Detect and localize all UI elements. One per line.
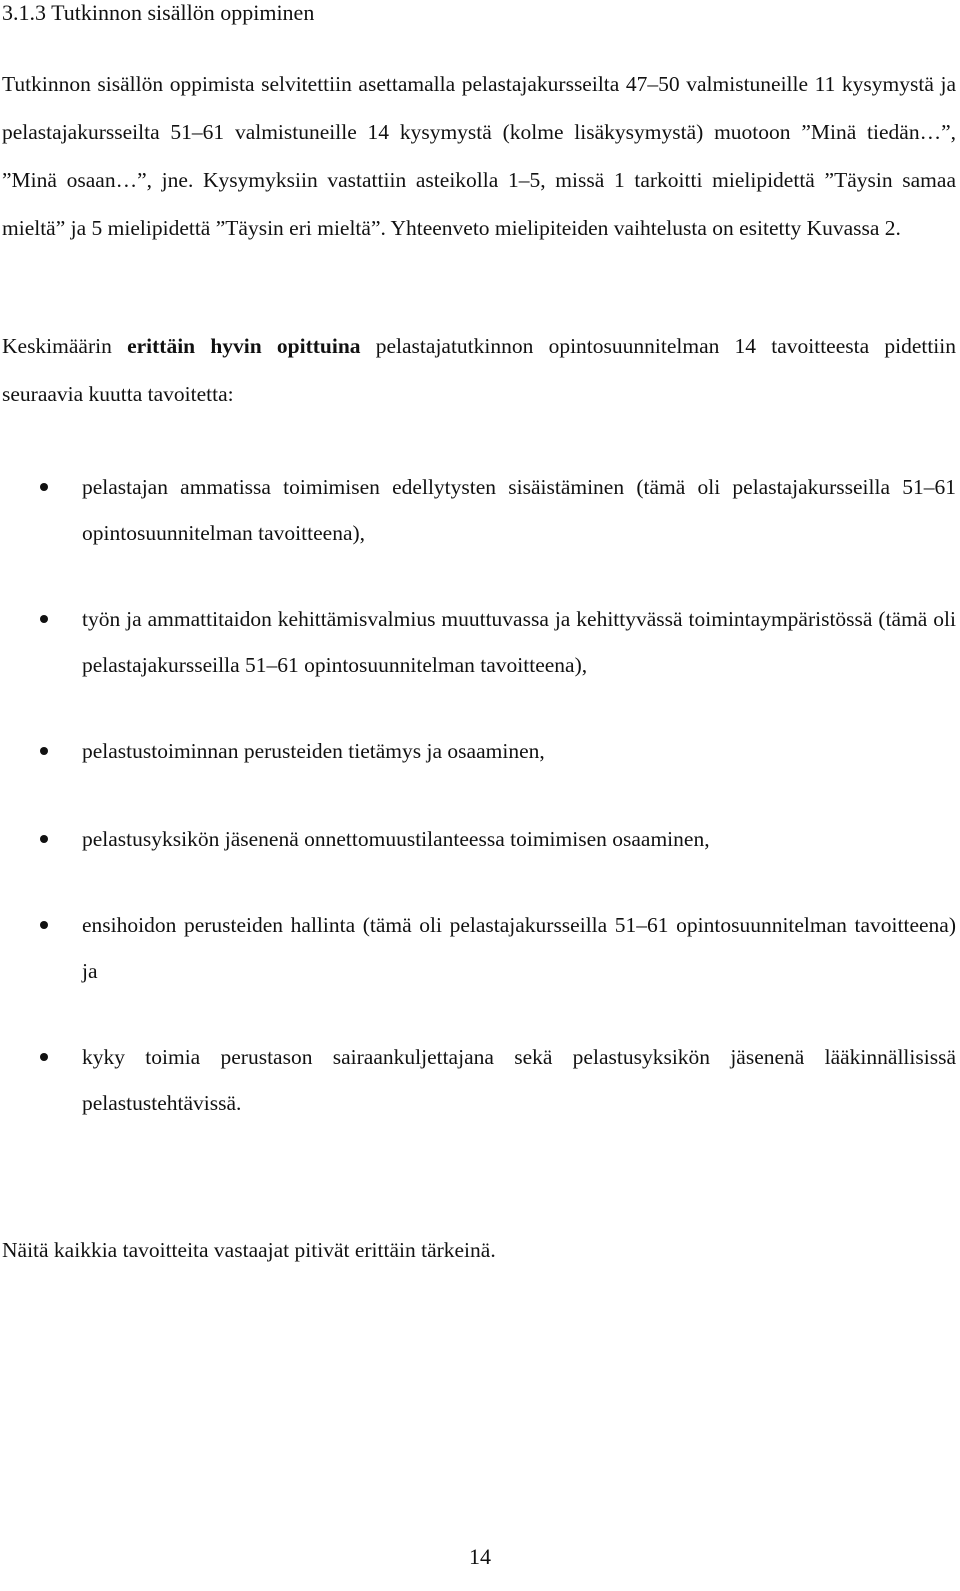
bullet-icon: [40, 747, 48, 755]
list-item: [0, 1034, 956, 1126]
goal-text: pelastajan ammatissa toimimisen edellytysten sisäistäminen (tämä oli pelastajakursseilla 51–61 opintosuunnitelman tavoitteena),: [82, 475, 956, 545]
goals-list: [0, 464, 960, 1126]
goal-text: ensihoidon perusteiden hallinta (tämä oli pelastajakursseilla 51–61 opintosuunnitelman tavoitteena) ja: [82, 913, 956, 983]
summary-paragraph: [2, 322, 956, 418]
list-item: [0, 728, 956, 774]
list-item: [0, 464, 956, 556]
goal-text: pelastustoiminnan perusteiden tietämys ja osaaminen,: [82, 739, 545, 763]
conclusion-paragraph: Näitä kaikkia tavoitteita vastaajat pitivät erittäin tärkeinä.: [2, 1238, 496, 1262]
bullet-icon: [40, 615, 48, 623]
summary-emphasis: erittäin hyvin opittuina: [127, 334, 361, 358]
intro-paragraph: Tutkinnon sisällön oppimista selvitettiin asettamalla pelastajakursseilta 47–50 valmistuneille 11 kysymystä ja pelastajakursseilta 51–61 valmistuneille 14 kysymystä (kolme lisäkysymystä) muotoon ”Minä tiedän…”, ”Minä osaan…”, jne. Kysymyksiin vastattiin asteikolla 1–5, missä 1 tarkoitti mielipidettä ”Täysin samaa mieltä” ja 5 mielipidettä ”Täysin eri mieltä”. Yhteenveto mielipiteiden vaihtelusta on esitetty Kuvassa 2.: [2, 72, 956, 240]
bullet-icon: [40, 835, 48, 843]
list-item: [0, 816, 956, 862]
goal-text: pelastusyksikön jäsenenä onnettomuustilanteessa toimimisen osaaminen,: [82, 827, 710, 851]
list-item: [0, 902, 956, 994]
goal-text: kyky toimia perustason sairaankuljettajana sekä pelastusyksikön jäsenenä lääkinnällisissä pelastustehtävissä.: [82, 1045, 956, 1115]
list-item: [0, 596, 956, 688]
summary-rest: pelastajatutkinnon opintosuunnitelman 14 tavoitteesta pidettiin seuraavia kuutta tavoitetta:: [2, 334, 957, 406]
summary-lead: Keskimäärin: [2, 334, 112, 358]
section-heading: 3.1.3 Tutkinnon sisällön oppiminen: [2, 0, 315, 25]
goal-text: työn ja ammattitaidon kehittämisvalmius muuttuvassa ja kehittyvässä toimintaympäristössä (tämä oli pelastajakursseilla 51–61 opintosuunnitelman tavoitteena),: [82, 607, 956, 677]
bullet-icon: [40, 1053, 48, 1061]
bullet-icon: [40, 483, 48, 491]
page-number: 14: [469, 1544, 491, 1569]
bullet-icon: [40, 921, 48, 929]
